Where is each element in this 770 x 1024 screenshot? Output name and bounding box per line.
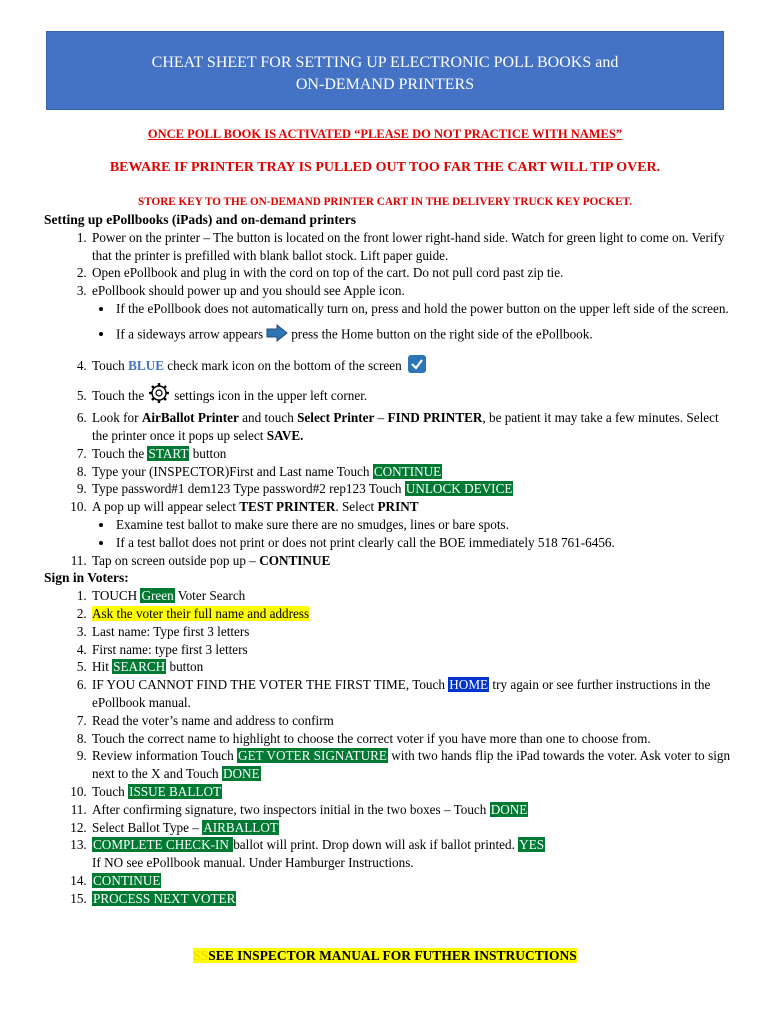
footer-note: SSSEE INSPECTOR MANUAL FOR FUTHER INSTRUCTIONS (193, 948, 577, 963)
title-banner (46, 31, 724, 110)
voter-step-2: 2. Ask the voter their full name and address (90, 605, 734, 623)
voter-step-6: 6. IF YOU CANNOT FIND THE VOTER THE FIRST TIME, Touch HOME try again or see further instructions in the ePollbook manual. (90, 676, 734, 712)
voter-step-5: 5. Hit SEARCH button (90, 658, 734, 676)
setup-step-1: 1. Power on the printer – The button is located on the front lower right-hand side. Watch for green light to come on. Verify that the printer is prefilled with blank ballot stock. Lift paper guide. (90, 229, 734, 265)
voter-step-12: 12. Select Ballot Type – AIRBALLOT (90, 819, 734, 837)
setup-step-11: 11. Tap on screen outside pop up – CONTINUE (90, 552, 734, 570)
setup-steps (44, 229, 734, 570)
setup-step-5: 5. Touch the settings icon in the upper left corner. (90, 382, 734, 409)
warning-store-key: STORE KEY TO THE ON-DEMAND PRINTER CART IN THE DELIVERY TRUCK KEY POCKET. (138, 196, 632, 208)
voter-step-14: 14. CONTINUE (90, 872, 734, 890)
voter-step-10: 10. Touch ISSUE BALLOT (90, 783, 734, 801)
title-line-2: ON-DEMAND PRINTERS (295, 76, 475, 93)
setup-step-7: 7. Touch the START button (90, 445, 734, 463)
setup-heading: Setting up ePollbooks (iPads) and on-demand printers (44, 212, 357, 227)
voter-step-11: 11. After confirming signature, two inspectors initial in the two boxes – Touch DONE (90, 801, 734, 819)
start-button-label: START (148, 445, 189, 461)
setup-step-10-bullets (92, 516, 734, 552)
setup-step-3-bullets (92, 300, 734, 347)
voter-steps (44, 587, 734, 907)
title-line-1: CHEAT SHEET FOR SETTING UP ELECTRONIC POLL BOOKS and (151, 54, 619, 71)
setup-step-2: 2. Open ePollbook and plug in with the cord on top of the cart. Do not pull cord past zip tie. (90, 264, 734, 282)
setup-step-10-bullet-2: • If a test ballot does not print or does not print clearly call the BOE immediately 518 761-6456. (114, 534, 734, 552)
right-arrow-icon (266, 324, 288, 347)
blue-check-icon (408, 355, 426, 373)
gear-icon (148, 382, 170, 409)
setup-step-6: 6. Look for AirBallot Printer and touch Select Printer – FIND PRINTER, be patient it may take a few minutes. Select the printer once it pops up select SAVE. (90, 409, 734, 445)
setup-step-3: 3. ePollbook should power up and you should see Apple icon. • If the ePollbook does not automatically turn on, press and hold the power button on the upper left side of the screen. • If a sideways arrow appears press the Home button on the right side of the ePollbook. (90, 282, 734, 346)
setup-step-10: 10. A pop up will appear select TEST PRINTER. Select PRINT • Examine test ballot to make sure there are no smudges, lines or bare spots. • If a test ballot does not print or does not print clearly call the BOE immediately 518 761-6456. (90, 498, 734, 551)
voter-step-7: 7. Read the voter’s name and address to confirm (90, 712, 734, 730)
setup-step-4: 4. Touch BLUE check mark icon on the bottom of the screen (90, 355, 734, 375)
voter-step-15: 15. PROCESS NEXT VOTER (90, 890, 734, 908)
voter-step-9: 9. Review information Touch GET VOTER SIGNATURE with two hands flip the iPad towards the voter. Ask voter to sign next to the X and Touch DONE (90, 747, 734, 783)
setup-step-3-bullet-1: • If the ePollbook does not automatically turn on, press and hold the power button on the upper left side of the screen. (114, 300, 734, 318)
setup-step-10-bullet-1: • Examine test ballot to make sure there are no smudges, lines or bare spots. (114, 516, 734, 534)
voter-step-13: 13. COMPLETE CHECK-IN ballot will print. Drop down will ask if ballot printed. YES If NO see ePollbook manual. Under Hamburger Instructions. (90, 836, 734, 872)
unlock-device-label: UNLOCK DEVICE (405, 481, 513, 497)
setup-step-3-bullet-2: • If a sideways arrow appears press the Home button on the right side of the ePollbook. (114, 324, 734, 347)
warning-printer-tray: BEWARE IF PRINTER TRAY IS PULLED OUT TOO FAR THE CART WILL TIP OVER. (109, 160, 661, 175)
main-content (44, 211, 734, 907)
voters-heading: Sign in Voters: (44, 570, 129, 586)
voter-step-3: 3. Last name: Type first 3 letters (90, 623, 734, 641)
voter-step-1: 1. TOUCH Green Voter Search (90, 587, 734, 605)
warning-practice: ONCE POLL BOOK IS ACTIVATED “PLEASE DO NOT PRACTICE WITH NAMES” (147, 127, 623, 141)
voter-step-4: 4. First name: type first 3 letters (90, 641, 734, 659)
continue-button-label: CONTINUE (373, 463, 442, 479)
setup-step-9: 9. Type password#1 dem123 Type password#2 rep123 Touch UNLOCK DEVICE (90, 480, 734, 498)
voter-step-8: 8. Touch the correct name to highlight to choose the correct voter if you have more than one to choose from. (90, 730, 734, 748)
setup-step-8: 8. Type your (INSPECTOR)First and Last name Touch CONTINUE (90, 463, 734, 481)
